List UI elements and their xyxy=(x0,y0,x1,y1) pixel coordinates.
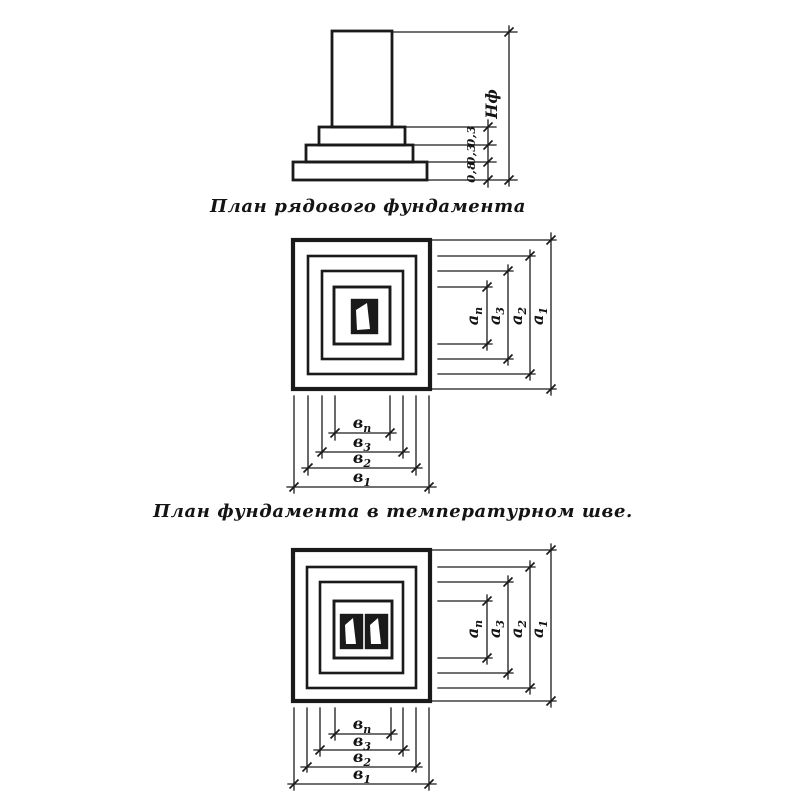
plan2-column-socket-left xyxy=(341,615,362,648)
plan2-label-b-2: $в_2$ xyxy=(352,747,372,769)
plan2-label-a-3: $а_3$ xyxy=(485,619,507,639)
plan1-label-b-p: $в_п$ xyxy=(352,413,372,435)
plan-regular xyxy=(287,233,556,493)
plan1-label-a-1: $а_1$ xyxy=(528,306,550,326)
plan1-label-b-3: $в_3$ xyxy=(352,432,372,454)
plan-expansion-joint xyxy=(288,544,556,790)
plan2-dims-b xyxy=(288,708,436,790)
plan2-label-b-p: $в_п$ xyxy=(352,714,372,736)
plan1-label-b-2: $в_2$ xyxy=(352,448,372,470)
caption-plan-regular: План рядового фундамента xyxy=(210,196,526,217)
foundation-step-2 xyxy=(306,145,413,162)
plan1-label-a-p: $а_п$ xyxy=(463,306,485,326)
step-height-label-2: 0,3 xyxy=(464,143,478,165)
caption-plan-expansion-joint: План фундамента в температурном шве. xyxy=(153,501,633,522)
step-height-label-3: 0,8 xyxy=(464,161,478,183)
plan1-column-socket xyxy=(352,300,377,333)
plan1-label-a-3: $а_3$ xyxy=(485,306,507,326)
plan2-column-socket-right xyxy=(366,615,387,648)
plan2-label-a-p: $а_п$ xyxy=(463,619,485,639)
plan2-label-b-3: $в_3$ xyxy=(352,731,372,753)
step-height-label-1: 0,3 xyxy=(464,125,478,147)
foundation-step-1 xyxy=(319,127,405,145)
plan2-dims-a xyxy=(432,544,556,707)
total-height-label: Нф xyxy=(482,89,501,119)
plan2-label-a-1: $а_1$ xyxy=(528,619,550,639)
plan2-label-b-1: $в_1$ xyxy=(352,764,372,786)
elevation-view xyxy=(293,26,517,187)
column-section xyxy=(332,31,392,127)
plan1-dims-a xyxy=(432,233,556,395)
foundation-step-3 xyxy=(293,162,427,180)
plan1-label-b-1: $в_1$ xyxy=(352,467,372,489)
plan2-label-a-2: $а_2$ xyxy=(507,619,529,639)
plan1-dims-b xyxy=(287,396,436,493)
plan1-label-a-2: $а_2$ xyxy=(507,306,529,326)
